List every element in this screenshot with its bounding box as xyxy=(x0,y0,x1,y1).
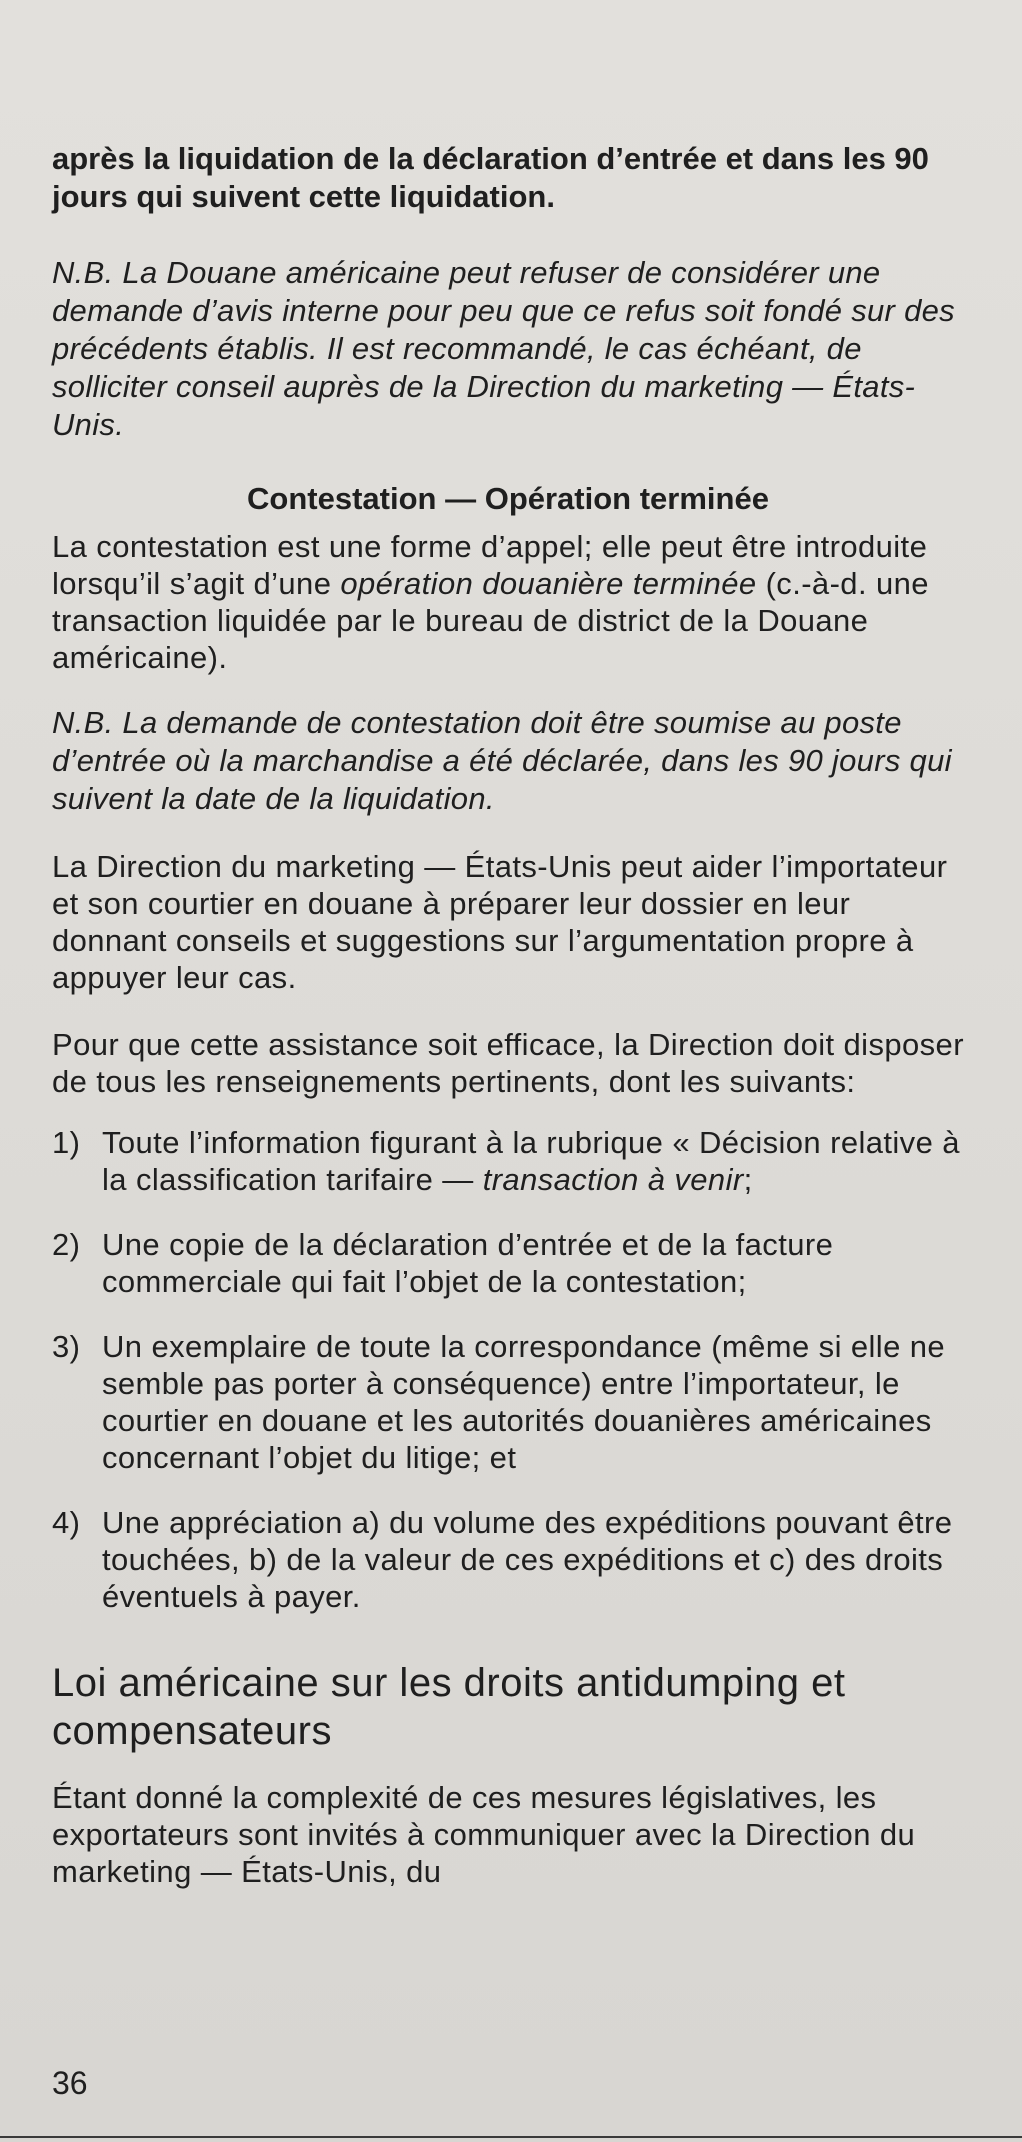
paragraph-direction: La Direction du marketing — États-Unis peut aider l’importateur et son courtier en douane à préparer leur dossier en leur donnant conseils et suggestions sur l’argumentation propre à appuyer leur cas. xyxy=(52,849,948,995)
page-content xyxy=(52,140,964,1890)
paragraph-assistance: Pour que cette assistance soit efficace, la Direction doit disposer de tous les renseignements pertinents, dont les suivants: xyxy=(52,1027,964,1099)
list-number: 4) xyxy=(52,1505,81,1540)
list-item xyxy=(52,1124,964,1198)
list-item xyxy=(52,1328,964,1476)
subheading-contestation: Contestation — Opération terminée xyxy=(247,481,769,516)
list-number: 2) xyxy=(52,1227,81,1262)
nb-note-2: N.B. La demande de contestation doit être soumise au poste d’entrée où la marchandise a été déclarée, dans les 90 jours qui suivent la date de la liquidation. xyxy=(52,705,952,816)
page-number: 36 xyxy=(52,2065,88,2101)
bottom-rule xyxy=(0,2136,1022,2138)
nb-note-1: N.B. La Douane américaine peut refuser de considérer une demande d’avis interne pour peu que ce refus soit fondé sur des précédents établis. Il est recommandé, le cas échéant, de solliciter conseil auprès de la Direction du marketing — États-Unis. xyxy=(52,255,955,442)
paragraph-text: (c.-à-d. une transaction liquidée par le bureau de district de la Douane américaine). xyxy=(52,566,929,675)
paragraph-antidumping: Étant donné la complexité de ces mesures législatives, les exportateurs sont invités à communiquer avec la Direction du marketing — États-Unis, du xyxy=(52,1780,916,1889)
list-emphasis: transaction à venir xyxy=(482,1162,744,1197)
paragraph-contestation xyxy=(52,528,964,676)
list-text-end: ; xyxy=(743,1162,753,1197)
list-text: Une appréciation a) du volume des expéditions pouvant être touchées, b) de la valeur de ces expéditions et c) des droits éventuels à payer. xyxy=(102,1505,953,1614)
requirements-list xyxy=(52,1124,964,1615)
list-text: Toute l’information figurant à la rubrique « Décision relative à la classification tarifaire — xyxy=(102,1125,960,1197)
lead-paragraph: après la liquidation de la déclaration d’entrée et dans les 90 jours qui suivent cette liquidation. xyxy=(52,141,929,214)
list-number: 1) xyxy=(52,1125,81,1160)
list-text: Un exemplaire de toute la correspondance (même si elle ne semble pas porter à conséquence) entre l’importateur, le courtier en douane et les autorités douanières américaines concernant l’objet du litige; et xyxy=(102,1329,946,1475)
emphasis-text: opération douanière terminée xyxy=(340,566,757,601)
list-item xyxy=(52,1504,964,1615)
section-title: Loi américaine sur les droits antidumping et compensateurs xyxy=(52,1661,846,1753)
list-item xyxy=(52,1226,964,1300)
paragraph-text: La contestation est une forme d’appel; elle peut être introduite lorsqu’il s’agit d’une xyxy=(52,529,928,601)
list-text: Une copie de la déclaration d’entrée et de la facture commerciale qui fait l’objet de la contestation; xyxy=(102,1227,834,1299)
list-number: 3) xyxy=(52,1329,81,1364)
